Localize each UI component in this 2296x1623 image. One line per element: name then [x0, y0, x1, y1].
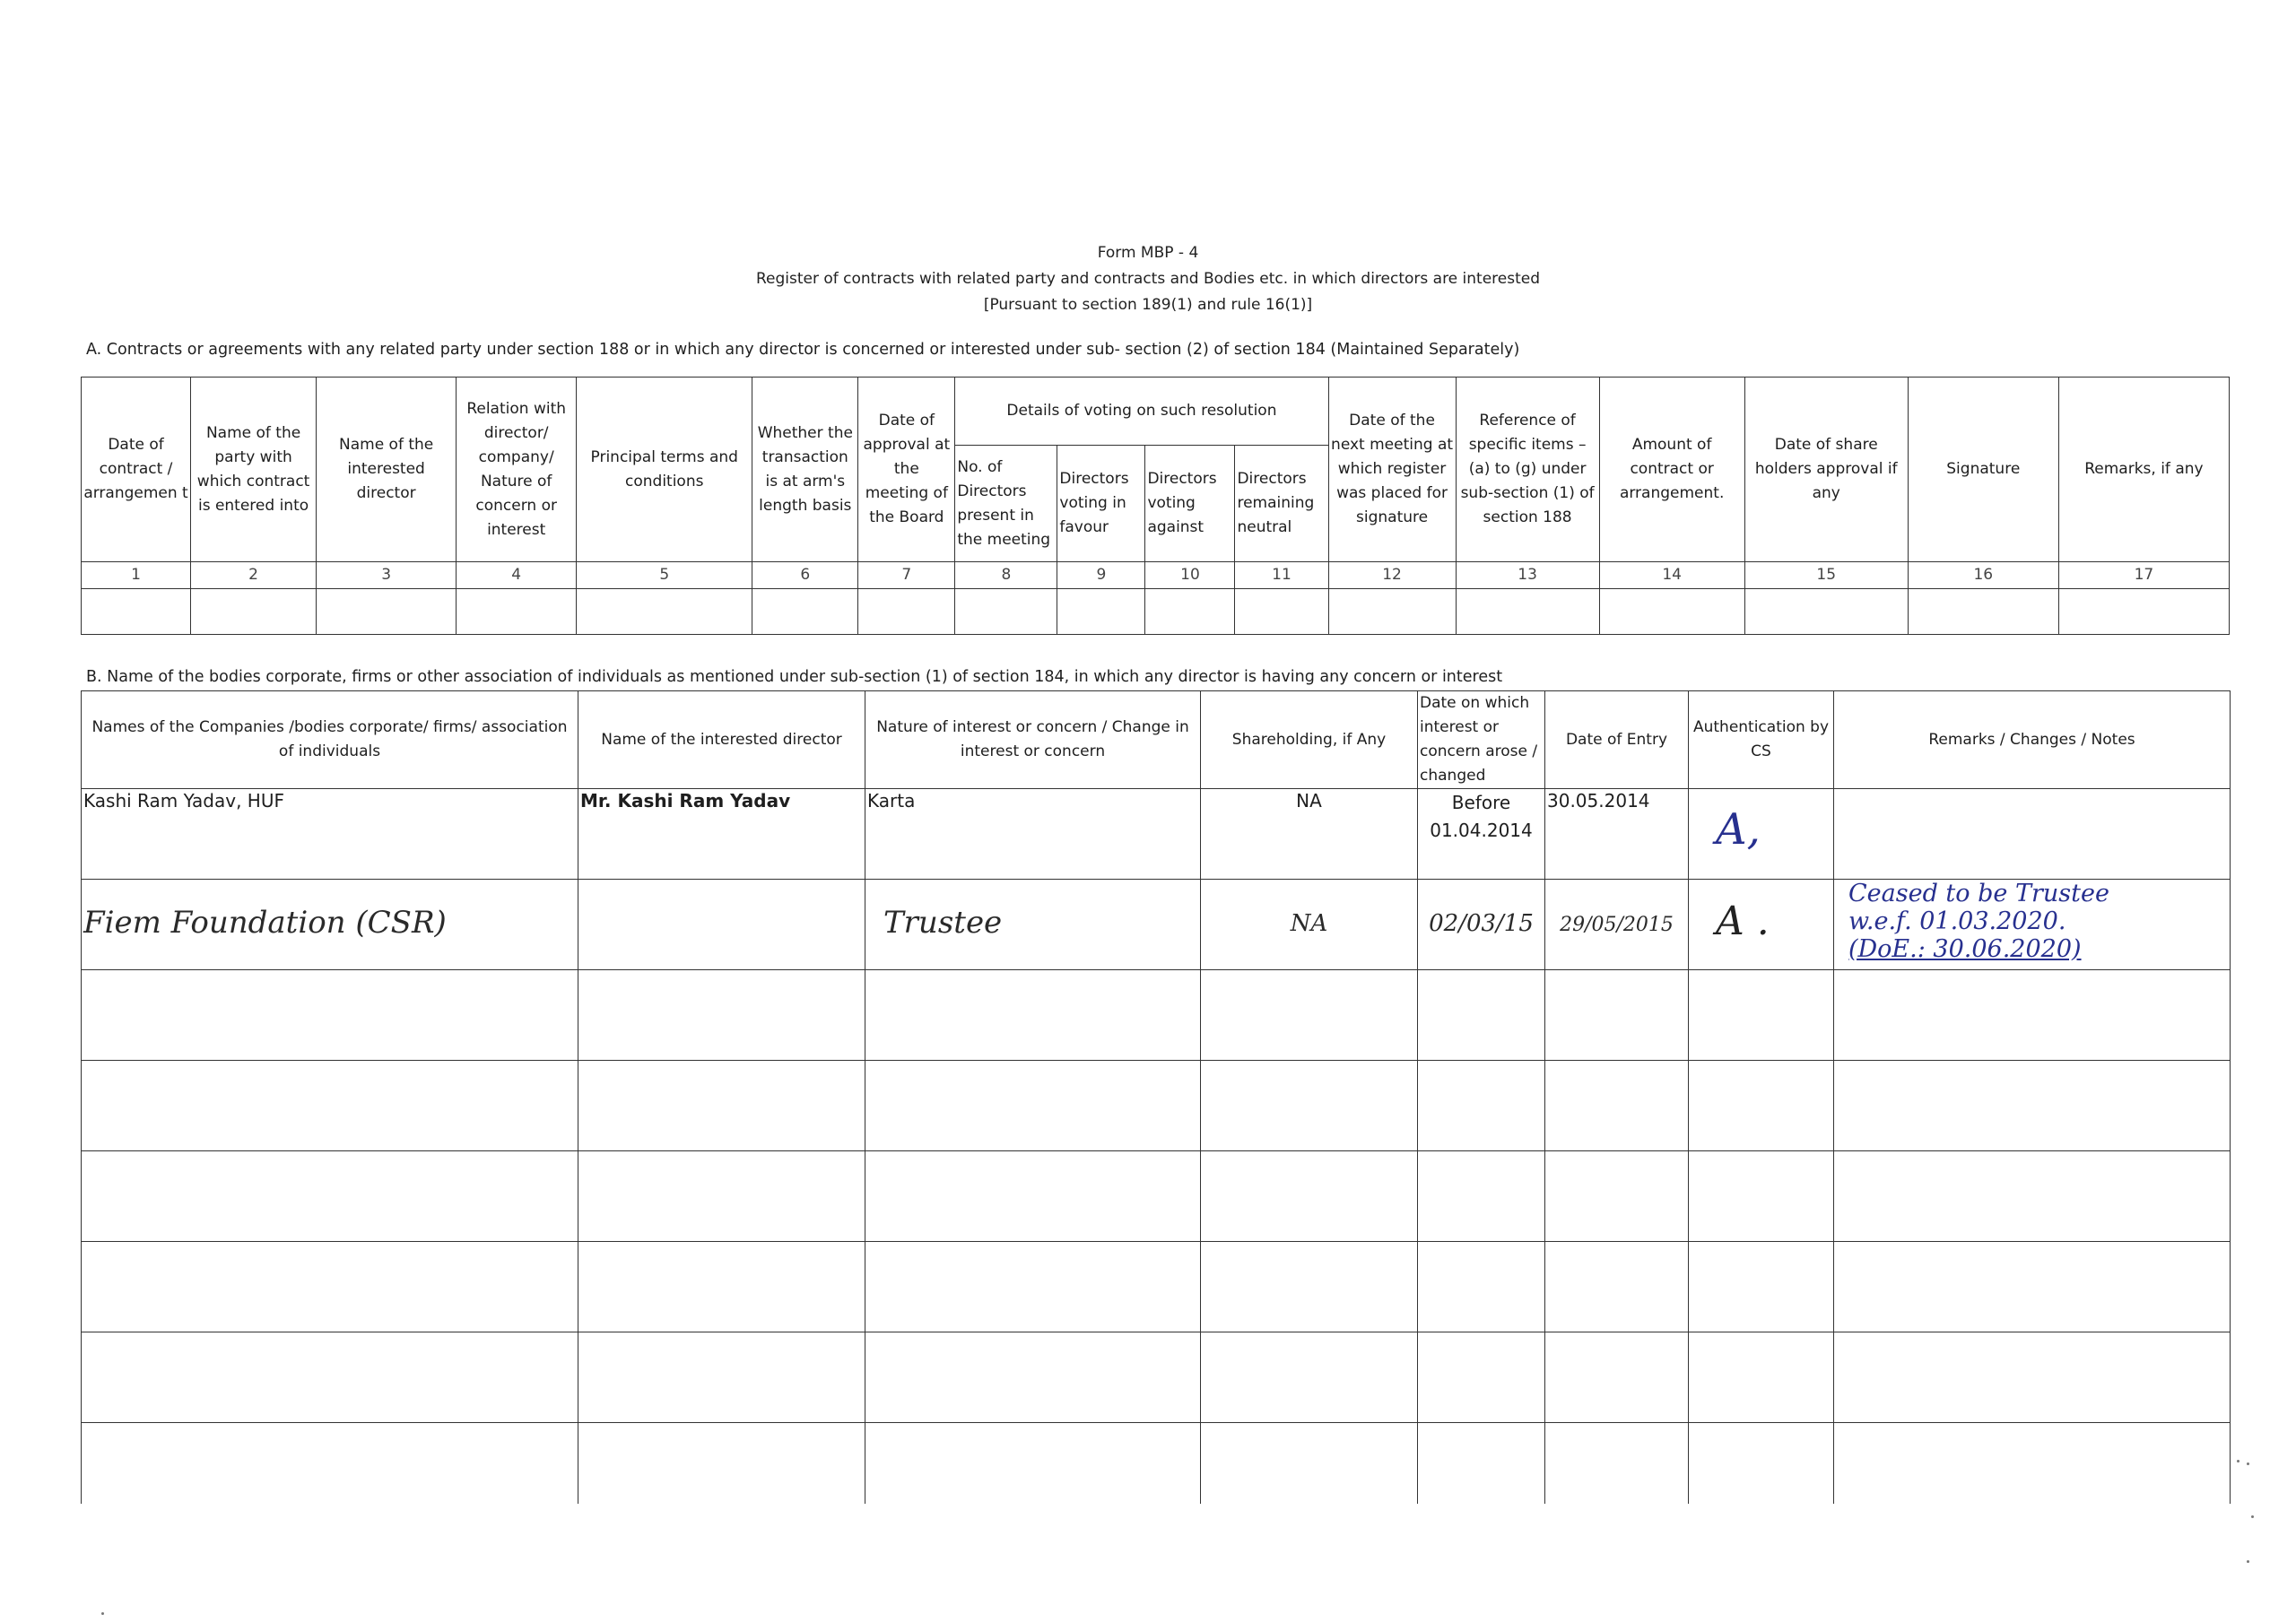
column-number: 13 [1456, 562, 1599, 589]
company-name: Kashi Ram Yadav, HUF [82, 789, 578, 880]
remark-line: (DoE.: 30.06.2020) [1848, 935, 2082, 963]
company-name [82, 880, 578, 970]
column-number: 15 [1744, 562, 1908, 589]
header-principal-terms: Principal terms and conditions [577, 378, 752, 562]
header-date-of-contract: Date of contract / arrangemen t [82, 378, 191, 562]
table-row-empty [82, 970, 2231, 1061]
header-directors-present: No. of Directors present in the meeting [955, 446, 1057, 562]
header-date-interest-arose: Date on which interest or concern arose / changed [1418, 691, 1545, 789]
authentication-signature [1689, 789, 1834, 880]
remarks [1834, 880, 2231, 970]
director-name [578, 880, 865, 970]
date-of-entry [1545, 880, 1689, 970]
date-entry-handwritten: 29/05/2015 [1560, 913, 1674, 936]
table-row-empty [82, 1332, 2231, 1423]
header-amount: Amount of contract or arrangement. [1599, 378, 1744, 562]
header-nature-of-interest: Nature of interest or concern / Change in interest or concern [865, 691, 1201, 789]
header-shareholding: Shareholding, if Any [1201, 691, 1418, 789]
cs-signature: A, [1716, 804, 1761, 855]
header-voting-details: Details of voting on such resolution [955, 378, 1328, 446]
form-pursuant: [Pursuant to section 189(1) and rule 16(1)] [983, 296, 1313, 314]
scan-speck [2247, 1462, 2249, 1465]
header-remarks-notes: Remarks / Changes / Notes [1834, 691, 2231, 789]
header-board-approval-date: Date of approval at the meeting of the Board [858, 378, 955, 562]
column-number: 11 [1235, 562, 1328, 589]
header-party-name: Name of the party with which contract is entered into [191, 378, 317, 562]
form-title: Register of contracts with related party and contracts and Bodies etc. in which directors are interested [755, 270, 1541, 288]
header-shareholders-approval: Date of share holders approval if any [1744, 378, 1908, 562]
header-reference-items: Reference of specific items – (a) to (g) under sub-section (1) of section 188 [1456, 378, 1599, 562]
table-row-empty [82, 1423, 2231, 1505]
header-voting-favour: Directors voting in favour [1057, 446, 1145, 562]
column-number: 12 [1328, 562, 1456, 589]
header-relation: Relation with director/ company/ Nature of concern or interest [457, 378, 577, 562]
header-interested-director: Name of the interested director [317, 378, 457, 562]
column-number: 5 [577, 562, 752, 589]
header-remaining-neutral: Directors remaining neutral [1235, 446, 1328, 562]
column-number: 6 [752, 562, 858, 589]
date-interest-arose: Before 01.04.2014 [1418, 789, 1545, 880]
column-number: 8 [955, 562, 1057, 589]
scan-speck [2247, 1560, 2249, 1563]
column-number: 1 [82, 562, 191, 589]
nature-of-interest [865, 880, 1201, 970]
header-next-meeting-date: Date of the next meeting at which register was placed for signature [1328, 378, 1456, 562]
column-number: 7 [858, 562, 955, 589]
form-header [0, 240, 2296, 318]
scan-speck [101, 1612, 104, 1615]
table-row-empty [82, 589, 2230, 635]
shareholding-handwritten: NA [1290, 910, 1328, 937]
header-remarks: Remarks, if any [2058, 378, 2229, 562]
column-number: 9 [1057, 562, 1145, 589]
remark-line: w.e.f. 01.03.2020. [1848, 907, 2066, 935]
section-a-title: A. Contracts or agreements with any related party under section 188 or in which any director is concerned or interested under sub- section (2) of section 184 (Maintained Separately) [86, 341, 1520, 359]
table-row-empty [82, 1151, 2231, 1242]
shareholding: NA [1201, 789, 1418, 880]
header-authentication: Authentication by CS [1689, 691, 1834, 789]
column-number-row [82, 562, 2230, 589]
header-interested-director: Name of the interested director [578, 691, 865, 789]
column-number: 4 [457, 562, 577, 589]
header-date-of-entry: Date of Entry [1545, 691, 1689, 789]
header-signature: Signature [1908, 378, 2058, 562]
header-arms-length: Whether the transaction is at arm's length basis [752, 378, 858, 562]
header-voting-against: Directors voting against [1145, 446, 1235, 562]
column-number: 16 [1908, 562, 2058, 589]
date-of-entry: 30.05.2014 [1545, 789, 1689, 880]
form-number: Form MBP - 4 [1097, 244, 1199, 262]
section-a-table [81, 377, 2230, 635]
section-b-table [81, 690, 2231, 1504]
column-number: 10 [1145, 562, 1235, 589]
column-number: 2 [191, 562, 317, 589]
table-row [82, 789, 2231, 880]
date-interest-arose [1418, 880, 1545, 970]
nature-of-interest: Karta [865, 789, 1201, 880]
shareholding [1201, 880, 1418, 970]
company-name-handwritten: Fiem Foundation (CSR) [83, 904, 447, 941]
scan-speck [2251, 1515, 2254, 1518]
table-row-empty [82, 1242, 2231, 1332]
column-number: 14 [1599, 562, 1744, 589]
section-b-title: B. Name of the bodies corporate, firms or other association of individuals as mentioned under sub-section (1) of section 184, in which any director is having any concern or interest [86, 668, 1503, 686]
remarks [1834, 789, 2231, 880]
director-name: Mr. Kashi Ram Yadav [578, 789, 865, 880]
scan-speck [2237, 1460, 2239, 1462]
table-row [82, 880, 2231, 970]
column-number: 17 [2058, 562, 2229, 589]
authentication-signature [1689, 880, 1834, 970]
remark-line: Ceased to be Trustee [1848, 880, 2109, 907]
nature-handwritten: Trustee [883, 904, 1003, 941]
cs-signature: A . [1716, 898, 1770, 944]
column-number: 3 [317, 562, 457, 589]
table-row-empty [82, 1061, 2231, 1151]
date-arose-handwritten: 02/03/15 [1429, 910, 1534, 937]
header-company-names: Names of the Companies /bodies corporate/ firms/ association of individuals [82, 691, 578, 789]
